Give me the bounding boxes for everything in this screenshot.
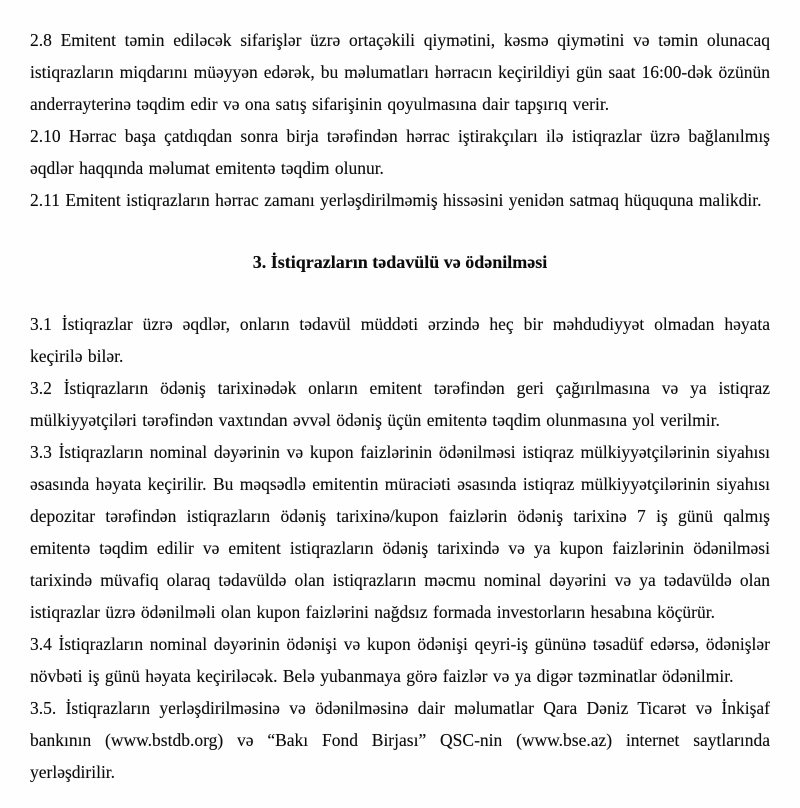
clause-2-11: 2.11 Emitent istiqrazların hərrac zamanı yerləşdirilməmiş hissəsini yenidən satmaq hüququna malikdir. [30,190,762,210]
section-3-heading: 3. İstiqrazların tədavülü və ödənilməsi [252,252,548,272]
clause-3-2: 3.2 İstiqrazların ödəniş tarixinədək onların emitent tərəfindən geri çağırılmasına və ya istiqraz mülkiyyətçiləri tərəfindən vaxtından əvvəl ödəniş üçün emitentə təqdim olunmasına yol verilmir. [30,378,770,430]
clause-2-10: 2.10 Hərrac başa çatdıqdan sonra birja tərəfindən hərrac iştirakçıları ilə istiqrazlar üzrə bağlanılmış əqdlər haqqında məlumat emitentə təqdim olunur. [30,126,770,178]
clause-2-8: 2.8 Emitent təmin ediləcək sifarişlər üzrə ortaçəkili qiymətini, kəsmə qiymətini və təmin olunacaq istiqrazların miqdarını müəyyən edərək, bu məlumatları hərracın keçirildiyi gün saat 16:00-dək özünün anderrayterinə təqdim edir və ona satış sifarişinin qoyulmasına dair tapşırıq verir. [30,30,770,114]
clause-3-3: 3.3 İstiqrazların nominal dəyərinin və kupon faizlərinin ödənilməsi istiqraz mülkiyyətçilərinin siyahısı əsasında həyata keçirilir. Bu məqsədlə emitentin müraciəti əsasında istiqraz mülkiyyətçilərinin siyahısı depozitar tərəfindən istiqrazların ödəniş tarixinə/kupon faizlərin ödəniş tarixinə 7 iş günü qalmış emitentə təqdim edilir və emitent istiqrazların ödəniş tarixində və ya kupon faizlərinin ödənilməsi tarixində müvafiq olaraq tədavüldə olan istiqrazların məcmu nominal dəyərini və ya tədavüldə olan istiqrazlar üzrə ödənilməli olan kupon faizlərini nağdsız formada investorların hesabına köçürür. [30,442,770,622]
clause-3-1: 3.1 İstiqrazlar üzrə əqdlər, onların tədavül müddəti ərzində heç bir məhdudiyyət olmadan həyata keçirilə bilər. [30,314,770,366]
clause-3-5: 3.5. İstiqrazların yerləşdirilməsinə və ödənilməsinə dair məlumatlar Qara Dəniz Ticarət və İnkişaf bankının (www.bstdb.org) və “Bakı Fond Birjası” QSC-nin (www.bse.az) internet saytlarında yerləşdirilir. [30,698,770,782]
clause-3-4: 3.4 İstiqrazların nominal dəyərinin ödənişi və kupon ödənişi qeyri-iş gününə təsadüf edərsə, ödənişlər növbəti iş günü həyata keçiriləcək. Belə yubanmaya görə faizlər və ya digər təzminatlar ödənilmir. [30,634,770,686]
